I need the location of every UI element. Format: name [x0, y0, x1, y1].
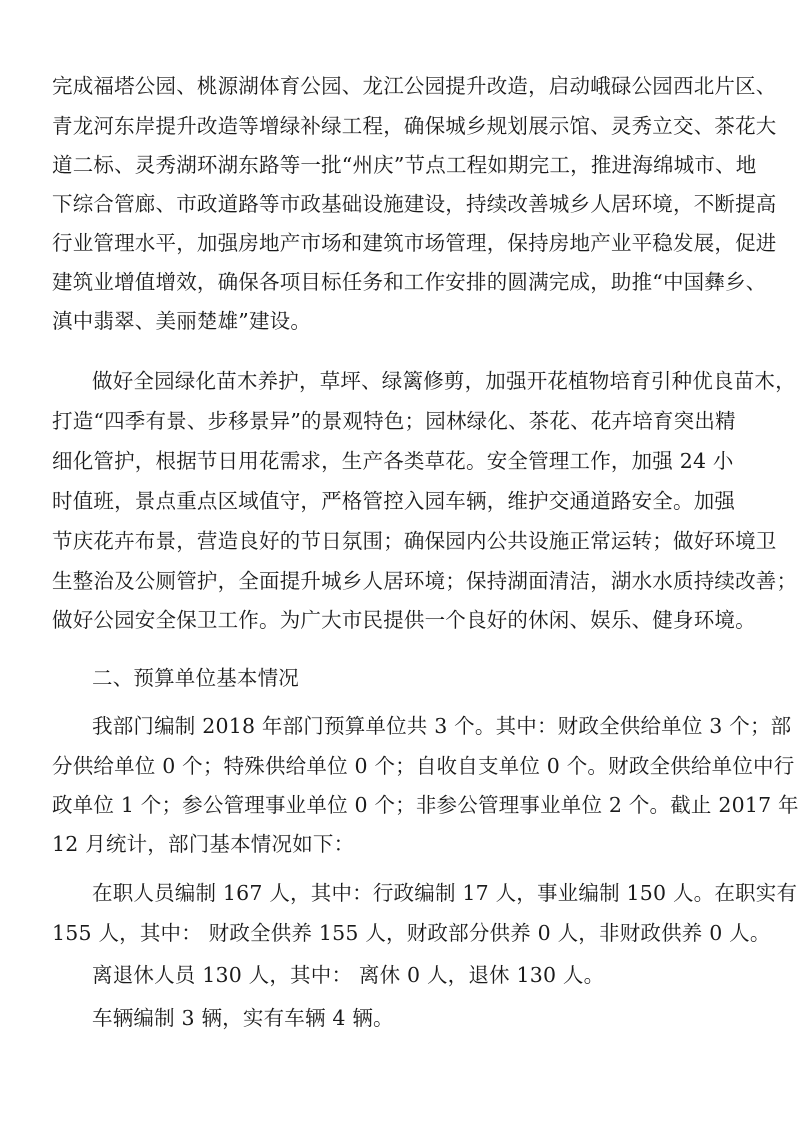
paragraph-3-line-2: 分供给单位 0 个；特殊供给单位 0 个；自收自支单位 0 个。财政全供给单位中行: [52, 754, 795, 778]
paragraph-2-line-6: 生整治及公厕管护，全面提升城乡人居环境；保持湖面清洁，湖水水质持续改善；: [52, 569, 798, 593]
paragraph-2-line-7: 做好公园安全保卫工作。为广大市民提供一个良好的休闲、娱乐、健身环境。: [52, 608, 756, 632]
paragraph-1-line-2: 青龙河东岸提升改造等增绿补绿工程，确保城乡规划展示馆、灵秀立交、茶花大: [52, 114, 777, 138]
paragraph-1-line-1: 完成福塔公园、桃源湖体育公园、龙江公园提升改造，启动峨碌公园西北片区、: [52, 74, 777, 98]
paragraph-1-line-4: 下综合管廊、市政道路等市政基础设施建设，持续改善城乡人居环境，不断提高: [52, 192, 777, 216]
paragraph-2-line-3: 细化管护，根据节日用花需求，生产各类草花。安全管理工作，加强 24 小: [52, 449, 734, 473]
paragraph-3-line-1: 我部门编制 2018 年部门预算单位共 3 个。其中：财政全供给单位 3 个；部: [92, 714, 792, 738]
section-heading: 二、预算单位基本情况: [92, 666, 299, 690]
paragraph-1-line-7: 滇中翡翠、美丽楚雄”建设。: [52, 309, 312, 333]
paragraph-6-line-1: 车辆编制 3 辆，实有车辆 4 辆。: [92, 1006, 394, 1030]
paragraph-2-line-2: 打造“四季有景、步移景异”的景观特色；园林绿化、茶花、花卉培育突出精: [52, 409, 736, 433]
paragraph-2-line-4: 时值班，景点重点区域值守，严格管控入园车辆，维护交通道路安全。加强: [52, 489, 736, 513]
paragraph-3-line-4: 12 月统计，部门基本情况如下：: [52, 832, 355, 856]
paragraph-1-line-6: 建筑业增值增效，确保各项目标任务和工作安排的圆满完成，助推“中国彝乡、: [52, 270, 767, 294]
paragraph-5-line-1: 离退休人员 130 人，其中： 离休 0 人，退休 130 人。: [92, 963, 605, 987]
paragraph-1-line-3: 道二标、灵秀湖环湖东路等一批“州庆”节点工程如期完工，推进海绵城市、地: [52, 153, 757, 177]
paragraph-1-line-5: 行业管理水平，加强房地产市场和建筑市场管理，保持房地产业平稳发展，促进: [52, 231, 777, 255]
paragraph-3-line-3: 政单位 1 个；参公管理事业单位 0 个；非参公管理事业单位 2 个。截止 2017 年: [52, 793, 799, 817]
paragraph-2-line-1: 做好全园绿化苗木养护，草坪、绿篱修剪，加强开花植物培育引种优良苗木，: [92, 369, 796, 393]
paragraph-4-line-1: 在职人员编制 167 人，其中：行政编制 17 人，事业编制 150 人。在职实有: [92, 881, 798, 905]
paragraph-4-line-2: 155 人，其中： 财政全供养 155 人，财政部分供养 0 人，非财政供养 0 人。: [52, 921, 771, 945]
paragraph-2-line-5: 节庆花卉布景，营造良好的节日氛围；确保园内公共设施正常运转；做好环境卫: [52, 529, 777, 553]
